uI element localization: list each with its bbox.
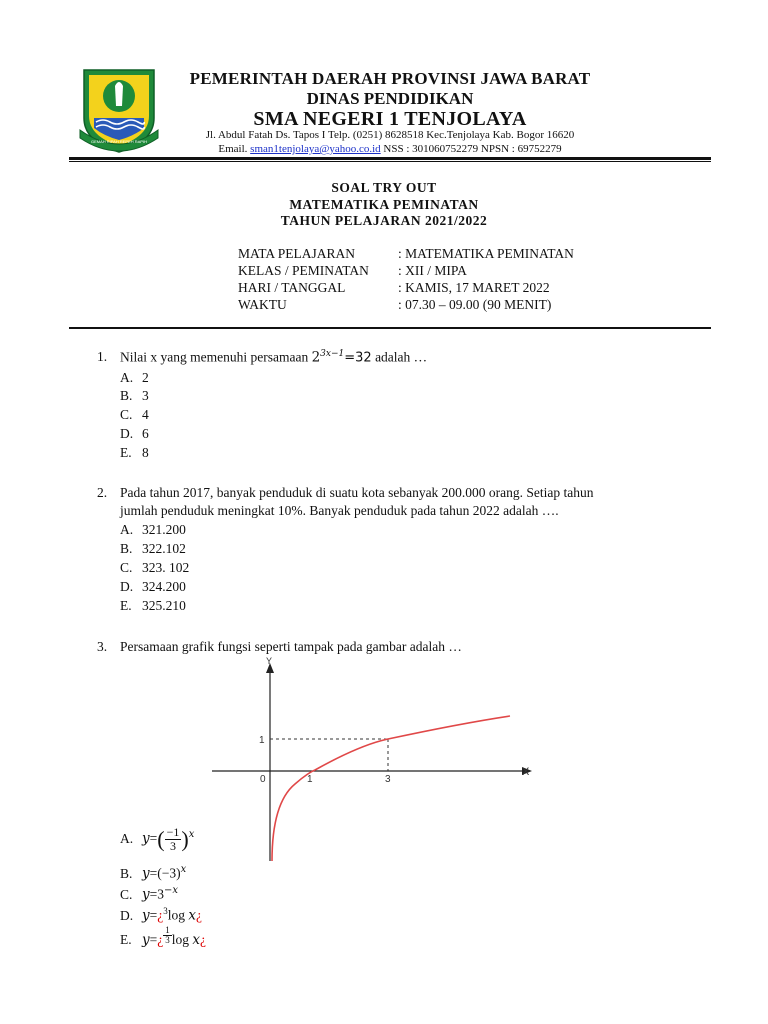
info-value: : XII / MIPA xyxy=(398,263,467,278)
email-link[interactable]: sman1tenjolaya@yahoo.co.id xyxy=(250,143,381,155)
question-2-line-1: Pada tahun 2017, banyak penduduk di suatu kota sebanyak 200.000 orang. Setiap tahun xyxy=(120,485,594,500)
option-c[interactable] xyxy=(120,407,149,423)
y-axis-label: Y xyxy=(266,656,273,666)
math-var: y xyxy=(142,907,150,924)
equation-base: 2 xyxy=(311,349,321,366)
question-3-text: Persamaan grafik fungsi seperti tampak pada gambar adalah … xyxy=(120,639,462,654)
option-letter: A. xyxy=(120,370,134,385)
y-tick-label-1: 1 xyxy=(259,735,265,746)
option-text: 321.200 xyxy=(142,522,186,537)
unrendered-glyph: ¿ xyxy=(157,932,164,947)
option-letter: A. xyxy=(120,522,134,537)
option-letter: E. xyxy=(120,932,132,947)
header-divider-thin xyxy=(69,161,711,162)
info-value: : KAMIS, 17 MARET 2022 xyxy=(398,280,550,295)
option-e[interactable] xyxy=(120,925,207,948)
option-d[interactable] xyxy=(120,579,186,595)
email-label: Email. xyxy=(218,143,248,155)
equation-exponent: 3x−1 xyxy=(320,349,345,359)
info-value: : 07.30 – 09.00 (90 MENIT) xyxy=(398,297,552,312)
origin-label: 0 xyxy=(260,774,266,785)
log-curve xyxy=(272,716,510,861)
option-letter: E. xyxy=(120,598,132,613)
x-axis-label: X xyxy=(522,766,530,778)
option-letter: A. xyxy=(120,830,134,846)
info-label: KELAS / PEMINATAN xyxy=(238,263,369,278)
option-letter: B. xyxy=(120,388,133,403)
header-contact xyxy=(160,143,620,155)
option-text: 3 xyxy=(142,388,149,403)
fraction-denominator: 3 xyxy=(169,839,176,853)
option-letter: C. xyxy=(120,886,133,902)
option-letter: B. xyxy=(120,865,133,881)
info-divider xyxy=(69,327,711,329)
fraction-numerator: −1 xyxy=(166,825,180,839)
exam-year-title: TAHUN PELAJARAN 2021/2022 xyxy=(280,213,488,228)
option-text: 8 xyxy=(142,445,149,460)
option-e[interactable] xyxy=(120,445,149,461)
math-equals: = xyxy=(149,830,158,846)
math-var: y xyxy=(142,932,150,948)
header-address: Jl. Abdul Fatah Ds. Tapos I Telp. (0251) 8628518 Kec.Tenjolaya Kab. Bogor 16620 xyxy=(205,129,575,141)
exponent: x xyxy=(180,864,187,875)
option-b[interactable] xyxy=(120,388,149,404)
x-tick-label-1: 1 xyxy=(307,774,313,785)
option-letter: D. xyxy=(120,907,134,923)
log-base-fraction xyxy=(163,926,172,945)
option-text: 323. 102 xyxy=(142,560,190,575)
option-b[interactable] xyxy=(120,541,186,557)
math-base: (−3) xyxy=(157,865,181,881)
option-text: 324.200 xyxy=(142,579,186,594)
option-text: 322.102 xyxy=(142,541,186,556)
math-base: 3 xyxy=(157,886,165,902)
option-c[interactable] xyxy=(120,560,189,576)
math-equals: = xyxy=(149,907,158,923)
header-school-name: SMA NEGERI 1 TENJOLAYA xyxy=(253,108,527,130)
option-letter: C. xyxy=(120,407,133,422)
exam-title: SOAL TRY OUT xyxy=(331,180,437,195)
unrendered-glyph: ¿ xyxy=(200,932,207,947)
option-d[interactable] xyxy=(120,906,202,924)
math-equals: = xyxy=(149,886,158,902)
math-var: y xyxy=(142,830,150,847)
question-number: 2. xyxy=(97,485,108,500)
question-1-text xyxy=(120,349,427,366)
option-letter: B. xyxy=(120,541,133,556)
option-letter: D. xyxy=(120,426,134,441)
info-row-time xyxy=(238,297,551,313)
option-c[interactable] xyxy=(120,885,178,903)
question-text: Nilai x yang memenuhi persamaan xyxy=(120,349,312,365)
option-e[interactable] xyxy=(120,598,186,614)
question-2-line-2: jumlah penduduk meningkat 10%. Banyak penduduk pada tahun 2022 adalah …. xyxy=(120,503,559,518)
option-a[interactable] xyxy=(120,370,149,386)
fraction xyxy=(165,826,182,853)
option-text: 6 xyxy=(142,426,149,441)
x-tick-label-3: 3 xyxy=(385,774,391,785)
school-emblem-logo xyxy=(78,66,160,154)
option-text: 325.210 xyxy=(142,598,186,613)
fraction-numerator: 1 xyxy=(165,925,170,935)
header-department-line: DINAS PENDIDIKAN xyxy=(306,89,474,108)
question-number: 1. xyxy=(97,349,108,364)
log-text: log xyxy=(167,907,186,923)
option-a[interactable] xyxy=(120,522,186,538)
log-function-graph xyxy=(200,656,540,866)
info-row-subject xyxy=(238,246,574,262)
math-var: y xyxy=(142,886,150,903)
logo-motto-text: GEMAH RIPAH REPEH RAPIH xyxy=(91,139,147,144)
exponent: x xyxy=(188,829,195,841)
question-number: 3. xyxy=(97,639,108,654)
log-text: log xyxy=(171,932,190,947)
info-label: WAKTU xyxy=(238,297,287,312)
header-government-line: PEMERINTAH DAERAH PROVINSI JAWA BARAT xyxy=(189,69,591,88)
math-var: x xyxy=(192,932,201,948)
question-text-end: adalah … xyxy=(371,349,428,365)
option-text: 4 xyxy=(142,407,149,422)
option-b[interactable] xyxy=(120,864,186,882)
option-letter: D. xyxy=(120,579,134,594)
header-divider-thick xyxy=(69,157,711,160)
info-label: MATA PELAJARAN xyxy=(238,246,356,261)
math-equals: = xyxy=(149,932,158,947)
option-letter: E. xyxy=(120,445,132,460)
fraction-denominator: 3 xyxy=(165,935,170,945)
option-text: 2 xyxy=(142,370,149,385)
exam-subject-title: MATEMATIKA PEMINATAN xyxy=(289,197,479,212)
info-row-date xyxy=(238,280,550,296)
info-row-class xyxy=(238,263,467,279)
info-label: HARI / TANGGAL xyxy=(238,280,346,295)
math-var: x xyxy=(188,907,197,924)
option-letter: C. xyxy=(120,560,133,575)
log-base: 3 xyxy=(163,906,168,916)
math-var: y xyxy=(142,865,150,882)
info-value: : MATEMATIKA PEMINATAN xyxy=(398,246,574,261)
unrendered-glyph: ¿ xyxy=(196,907,203,923)
header-ids: NSS : 301060752279 NPSN : 69752279 xyxy=(383,143,562,155)
option-a[interactable]: A. y=( $\frac{-1}{3}$ )$^x$ xyxy=(120,825,195,853)
unrendered-glyph: ¿ xyxy=(157,907,164,923)
equation-rhs: =32 xyxy=(344,350,372,366)
option-d[interactable] xyxy=(120,426,149,442)
math-equals: = xyxy=(149,865,158,881)
exponent: −x xyxy=(164,885,179,896)
